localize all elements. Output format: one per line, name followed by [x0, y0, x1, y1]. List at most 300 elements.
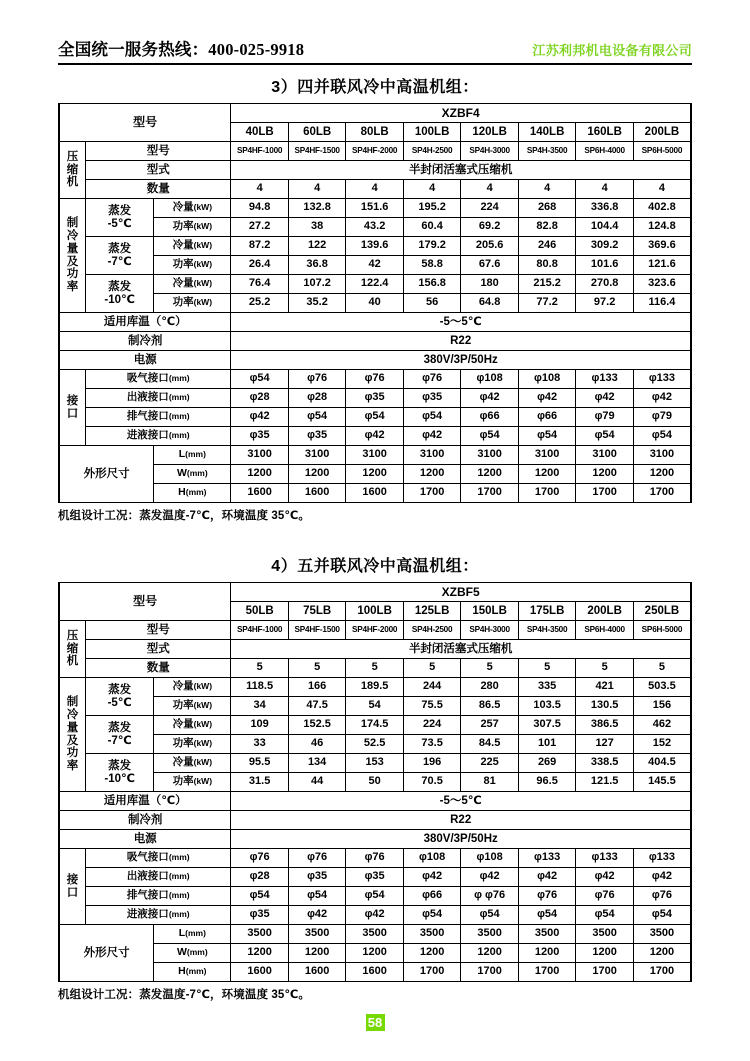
discharge-port-value: φ54 — [346, 408, 404, 427]
power-value: 67.6 — [461, 256, 519, 275]
table-row — [59, 237, 691, 256]
table-row — [59, 313, 691, 332]
discharge-port-label: 排气接口(mm) — [86, 408, 231, 427]
dimension-h-value: 1700 — [576, 484, 634, 503]
series-name: XZBF5 — [231, 583, 691, 602]
suction-port-value: φ133 — [576, 849, 634, 868]
table-row — [59, 887, 691, 906]
power-label: 功率(kW) — [154, 294, 231, 313]
cooling-value: 156.8 — [403, 275, 461, 294]
table-row — [59, 332, 691, 351]
cooling-label: 冷量(kW) — [154, 199, 231, 218]
power-value: 77.2 — [518, 294, 576, 313]
liquid-out-port-value: φ42 — [576, 868, 634, 887]
power-value: 25.2 — [231, 294, 289, 313]
discharge-port-value: φ54 — [346, 887, 404, 906]
dimension-h-value: 1700 — [633, 484, 691, 503]
cooling-value: 257 — [461, 716, 519, 735]
liquid-out-port-value: φ42 — [461, 389, 519, 408]
cooling-value: 95.5 — [231, 754, 289, 773]
page-header — [58, 0, 692, 65]
liquid-in-port-value: φ54 — [518, 906, 576, 925]
cooling-value: 369.6 — [633, 237, 691, 256]
evap-temp-label: 蒸发 -7℃ — [86, 237, 154, 275]
specification-table — [58, 103, 692, 503]
liquid-out-port-value: φ28 — [288, 389, 346, 408]
storage-temp-value: -5～5℃ — [231, 792, 691, 811]
power-value: 121.6 — [633, 256, 691, 275]
table-row — [59, 256, 691, 275]
compressor-model: SP4HF-1500 — [288, 142, 346, 161]
cooling-value: 122.4 — [346, 275, 404, 294]
design-condition-note: 机组设计工况：蒸发温度-7℃，环境温度 35℃。 — [58, 510, 310, 522]
table-row — [59, 944, 691, 963]
cooling-label: 冷量(kW) — [154, 237, 231, 256]
power-value: 58.8 — [403, 256, 461, 275]
liquid-in-port-value: φ54 — [461, 427, 519, 446]
cooling-value: 225 — [461, 754, 519, 773]
table-row — [59, 427, 691, 446]
liquid-in-port-value: φ42 — [403, 427, 461, 446]
dimension-h-value: 1600 — [231, 963, 289, 982]
power-value: 31.5 — [231, 773, 289, 792]
cooling-value: 336.8 — [576, 199, 634, 218]
suction-port-value: φ76 — [403, 370, 461, 389]
cooling-value: 179.2 — [403, 237, 461, 256]
table-row — [59, 408, 691, 427]
power-value: 152 — [633, 735, 691, 754]
dimension-h-value: 1600 — [346, 963, 404, 982]
dimension-w-value: 1200 — [346, 944, 404, 963]
compressor-label: 压 缩 机 — [59, 621, 86, 678]
cooling-value: 94.8 — [231, 199, 289, 218]
discharge-port-value: φ66 — [461, 408, 519, 427]
compressor-qty: 5 — [633, 659, 691, 678]
cooling-value: 307.5 — [518, 716, 576, 735]
compressor-model: SP4H-3500 — [518, 621, 576, 640]
storage-temp-label: 适用库温（℃） — [59, 313, 231, 332]
power-label: 功率(kW) — [154, 218, 231, 237]
dimension-h-value: 1600 — [346, 484, 404, 503]
cooling-value: 174.5 — [346, 716, 404, 735]
dimension-w-label: W(mm) — [154, 465, 231, 484]
refrigerant-value: R22 — [231, 811, 691, 830]
dimension-w-label: W(mm) — [154, 944, 231, 963]
suction-port-value: φ76 — [346, 370, 404, 389]
discharge-port-value: φ76 — [576, 887, 634, 906]
dimension-l-value: 3100 — [231, 446, 289, 465]
refrigerant-label: 制冷剂 — [59, 332, 231, 351]
dimension-w-value: 1200 — [231, 944, 289, 963]
interface-label: 接 口 — [59, 370, 86, 446]
table-row — [59, 104, 691, 123]
discharge-port-value: φ79 — [633, 408, 691, 427]
suction-port-value: φ76 — [346, 849, 404, 868]
compressor-model: SP6H-4000 — [576, 142, 634, 161]
model-variant: 50LB — [231, 602, 289, 621]
dimension-w-value: 1200 — [518, 465, 576, 484]
table-row — [59, 830, 691, 849]
power-value: 130.5 — [576, 697, 634, 716]
cooling-value: 107.2 — [288, 275, 346, 294]
dimension-h-label: H(mm) — [154, 484, 231, 503]
power-value: 124.8 — [633, 218, 691, 237]
liquid-in-port-value: φ35 — [231, 427, 289, 446]
power-supply-value: 380V/3P/50Hz — [231, 830, 691, 849]
suction-port-value: φ108 — [403, 849, 461, 868]
liquid-out-port-value: φ35 — [403, 389, 461, 408]
dimension-w-value: 1200 — [403, 944, 461, 963]
cooling-label: 冷量(kW) — [154, 754, 231, 773]
suction-port-value: φ76 — [231, 849, 289, 868]
discharge-port-value: φ79 — [576, 408, 634, 427]
dimension-h-value: 1600 — [288, 963, 346, 982]
evap-temp-label: 蒸发 -10℃ — [86, 275, 154, 313]
table-row — [59, 583, 691, 602]
power-value: 104.4 — [576, 218, 634, 237]
power-value: 101.6 — [576, 256, 634, 275]
evap-temp-label: 蒸发 -10℃ — [86, 754, 154, 792]
suction-port-value: φ133 — [633, 849, 691, 868]
dimension-l-value: 3100 — [576, 446, 634, 465]
suction-port-label: 吸气接口(mm) — [86, 370, 231, 389]
evap-temp-label: 蒸发 -7℃ — [86, 716, 154, 754]
model-label: 型号 — [59, 104, 231, 142]
liquid-in-port-label: 进液接口(mm) — [86, 906, 231, 925]
power-value: 97.2 — [576, 294, 634, 313]
liquid-in-port-value: φ42 — [288, 906, 346, 925]
table-row — [59, 773, 691, 792]
cooling-value: 153 — [346, 754, 404, 773]
compressor-model: SP4HF-2000 — [346, 621, 404, 640]
power-value: 116.4 — [633, 294, 691, 313]
suction-port-value: φ108 — [518, 370, 576, 389]
cooling-value: 166 — [288, 678, 346, 697]
cooling-value: 323.6 — [633, 275, 691, 294]
dimension-h-value: 1700 — [518, 963, 576, 982]
power-value: 34 — [231, 697, 289, 716]
suction-port-value: φ54 — [231, 370, 289, 389]
power-value: 73.5 — [403, 735, 461, 754]
cooling-value: 87.2 — [231, 237, 289, 256]
table-row — [59, 697, 691, 716]
power-label: 功率(kW) — [154, 697, 231, 716]
section-title: 3）四并联风冷中高温机组： — [271, 79, 479, 96]
compressor-qty: 4 — [518, 180, 576, 199]
liquid-in-port-value: φ54 — [403, 906, 461, 925]
dimension-l-value: 3500 — [346, 925, 404, 944]
liquid-out-port-value: φ42 — [461, 868, 519, 887]
suction-port-value: φ133 — [576, 370, 634, 389]
cooling-value: 196 — [403, 754, 461, 773]
compressor-qty: 4 — [403, 180, 461, 199]
table-row — [59, 484, 691, 503]
cooling-value: 268 — [518, 199, 576, 218]
discharge-port-value: φ42 — [231, 408, 289, 427]
power-supply-label: 电源 — [59, 351, 231, 370]
model-variant: 100LB — [346, 602, 404, 621]
cooling-label: 冷量(kW) — [154, 275, 231, 294]
compressor-qty: 5 — [576, 659, 634, 678]
discharge-port-value: φ54 — [403, 408, 461, 427]
discharge-port-value: φ66 — [403, 887, 461, 906]
compressor-qty: 5 — [518, 659, 576, 678]
dimension-l-value: 3100 — [346, 446, 404, 465]
model-variant: 125LB — [403, 602, 461, 621]
compressor-qty-label: 数量 — [86, 180, 231, 199]
table-row — [59, 142, 691, 161]
model-variant: 175LB — [518, 602, 576, 621]
cooling-value: 338.5 — [576, 754, 634, 773]
compressor-qty: 5 — [231, 659, 289, 678]
power-label: 功率(kW) — [154, 256, 231, 275]
power-value: 84.5 — [461, 735, 519, 754]
compressor-qty: 5 — [403, 659, 461, 678]
dimension-l-value: 3500 — [461, 925, 519, 944]
dimension-h-label: H(mm) — [154, 963, 231, 982]
liquid-in-port-value: φ54 — [518, 427, 576, 446]
table-row — [59, 389, 691, 408]
model-variant: 120LB — [461, 123, 519, 142]
table-row — [59, 716, 691, 735]
cooling-value: 195.2 — [403, 199, 461, 218]
dimension-h-value: 1700 — [518, 484, 576, 503]
dimension-l-value: 3100 — [518, 446, 576, 465]
dimension-h-value: 1600 — [231, 484, 289, 503]
dimension-l-value: 3500 — [403, 925, 461, 944]
discharge-port-value: φ76 — [633, 887, 691, 906]
cooling-value: 151.6 — [346, 199, 404, 218]
model-variant: 100LB — [403, 123, 461, 142]
compressor-type-value: 半封闭活塞式压缩机 — [231, 161, 691, 180]
compressor-qty: 5 — [346, 659, 404, 678]
compressor-qty: 5 — [461, 659, 519, 678]
liquid-out-port-value: φ35 — [288, 868, 346, 887]
table-row — [59, 275, 691, 294]
liquid-out-port-value: φ42 — [633, 389, 691, 408]
power-supply-label: 电源 — [59, 830, 231, 849]
liquid-out-port-value: φ42 — [518, 868, 576, 887]
power-value: 44 — [288, 773, 346, 792]
cooling-value: 269 — [518, 754, 576, 773]
dimension-l-value: 3100 — [461, 446, 519, 465]
dimension-l-value: 3100 — [633, 446, 691, 465]
compressor-model: SP4H-3000 — [461, 621, 519, 640]
power-value: 82.8 — [518, 218, 576, 237]
compressor-model: SP4H-2500 — [403, 142, 461, 161]
dimensions-label: 外形尺寸 — [59, 446, 154, 503]
dimension-w-value: 1200 — [231, 465, 289, 484]
table-row — [59, 735, 691, 754]
compressor-type-value: 半封闭活塞式压缩机 — [231, 640, 691, 659]
cooling-value: 134 — [288, 754, 346, 773]
table-row — [59, 446, 691, 465]
compressor-label: 压 缩 机 — [59, 142, 86, 199]
compressor-qty-label: 数量 — [86, 659, 231, 678]
model-variant: 200LB — [576, 602, 634, 621]
compressor-qty: 4 — [633, 180, 691, 199]
dimension-l-label: L(mm) — [154, 925, 231, 944]
power-value: 101 — [518, 735, 576, 754]
liquid-out-port-value: φ42 — [576, 389, 634, 408]
liquid-out-port-value: φ42 — [403, 868, 461, 887]
power-value: 54 — [346, 697, 404, 716]
dimension-l-value: 3500 — [231, 925, 289, 944]
power-value: 81 — [461, 773, 519, 792]
suction-port-value: φ76 — [288, 370, 346, 389]
power-value: 96.5 — [518, 773, 576, 792]
evap-temp-label: 蒸发 -5℃ — [86, 678, 154, 716]
compressor-model-label: 型号 — [86, 621, 231, 640]
compressor-type-label: 型式 — [86, 161, 231, 180]
suction-port-value: φ108 — [461, 849, 519, 868]
capacity-power-label: 制 冷 量 及 功 率 — [59, 678, 86, 792]
table-row — [59, 906, 691, 925]
model-variant: 160LB — [576, 123, 634, 142]
storage-temp-label: 适用库温（℃） — [59, 792, 231, 811]
liquid-out-port-value: φ28 — [231, 868, 289, 887]
power-value: 36.8 — [288, 256, 346, 275]
dimensions-label: 外形尺寸 — [59, 925, 154, 982]
table-row — [59, 849, 691, 868]
cooling-value: 224 — [403, 716, 461, 735]
sections-container — [58, 74, 692, 1002]
power-value: 46 — [288, 735, 346, 754]
suction-port-label: 吸气接口(mm) — [86, 849, 231, 868]
liquid-in-port-value: φ54 — [576, 906, 634, 925]
cooling-value: 309.2 — [576, 237, 634, 256]
refrigerant-value: R22 — [231, 332, 691, 351]
liquid-in-port-value: φ42 — [346, 427, 404, 446]
series-name: XZBF4 — [231, 104, 691, 123]
cooling-value: 270.8 — [576, 275, 634, 294]
compressor-model: SP6H-5000 — [633, 621, 691, 640]
table-row — [59, 199, 691, 218]
compressor-model: SP6H-4000 — [576, 621, 634, 640]
power-value: 70.5 — [403, 773, 461, 792]
refrigerant-label: 制冷剂 — [59, 811, 231, 830]
compressor-type-label: 型式 — [86, 640, 231, 659]
table-row — [59, 218, 691, 237]
table-row — [59, 792, 691, 811]
model-variant: 250LB — [633, 602, 691, 621]
dimension-w-value: 1200 — [288, 944, 346, 963]
compressor-qty: 5 — [288, 659, 346, 678]
model-variant: 150LB — [461, 602, 519, 621]
dimension-w-value: 1200 — [576, 465, 634, 484]
cooling-value: 152.5 — [288, 716, 346, 735]
model-variant: 140LB — [518, 123, 576, 142]
table-row — [59, 370, 691, 389]
section-title: 4）五并联风冷中高温机组： — [271, 558, 479, 575]
power-value: 64.8 — [461, 294, 519, 313]
compressor-model: SP4HF-2000 — [346, 142, 404, 161]
compressor-model: SP4HF-1500 — [288, 621, 346, 640]
power-value: 47.5 — [288, 697, 346, 716]
compressor-model: SP4H-3000 — [461, 142, 519, 161]
discharge-port-value: φ54 — [288, 887, 346, 906]
power-supply-value: 380V/3P/50Hz — [231, 351, 691, 370]
cooling-label: 冷量(kW) — [154, 716, 231, 735]
dimension-w-value: 1200 — [461, 944, 519, 963]
spec-section — [58, 553, 692, 1002]
power-value: 38 — [288, 218, 346, 237]
compressor-qty: 4 — [461, 180, 519, 199]
cooling-label: 冷量(kW) — [154, 678, 231, 697]
dimension-l-value: 3500 — [288, 925, 346, 944]
compressor-model: SP4HF-1000 — [231, 621, 289, 640]
liquid-out-port-value: φ28 — [231, 389, 289, 408]
dimension-w-value: 1200 — [518, 944, 576, 963]
model-variant: 75LB — [288, 602, 346, 621]
power-value: 86.5 — [461, 697, 519, 716]
power-value: 42 — [346, 256, 404, 275]
discharge-port-value: φ66 — [518, 408, 576, 427]
cooling-value: 421 — [576, 678, 634, 697]
table-row — [59, 868, 691, 887]
dimension-h-value: 1700 — [461, 963, 519, 982]
compressor-model: SP4HF-1000 — [231, 142, 289, 161]
interface-label: 接 口 — [59, 849, 86, 925]
power-value: 80.8 — [518, 256, 576, 275]
liquid-in-port-value: φ54 — [576, 427, 634, 446]
power-value: 69.2 — [461, 218, 519, 237]
power-label: 功率(kW) — [154, 735, 231, 754]
cooling-value: 503.5 — [633, 678, 691, 697]
suction-port-value: φ133 — [633, 370, 691, 389]
table-row — [59, 465, 691, 484]
liquid-out-port-value: φ35 — [346, 868, 404, 887]
page-number: 58 — [366, 1014, 385, 1031]
table-row — [59, 180, 691, 199]
liquid-in-port-value: φ54 — [633, 906, 691, 925]
model-variant: 60LB — [288, 123, 346, 142]
evap-temp-label: 蒸发 -5℃ — [86, 199, 154, 237]
liquid-in-port-value: φ54 — [461, 906, 519, 925]
dimension-w-value: 1200 — [461, 465, 519, 484]
compressor-qty: 4 — [346, 180, 404, 199]
dimension-h-value: 1600 — [288, 484, 346, 503]
power-value: 52.5 — [346, 735, 404, 754]
cooling-value: 205.6 — [461, 237, 519, 256]
spec-section — [58, 74, 692, 523]
cooling-value: 118.5 — [231, 678, 289, 697]
power-value: 127 — [576, 735, 634, 754]
dimension-l-value: 3100 — [403, 446, 461, 465]
cooling-value: 139.6 — [346, 237, 404, 256]
discharge-port-value: φ54 — [231, 887, 289, 906]
table-row — [59, 754, 691, 773]
power-value: 50 — [346, 773, 404, 792]
capacity-power-label: 制 冷 量 及 功 率 — [59, 199, 86, 313]
company-name: 江苏利邦机电设备有限公司 — [532, 43, 692, 58]
liquid-in-port-value: φ35 — [231, 906, 289, 925]
cooling-value: 132.8 — [288, 199, 346, 218]
dimension-l-value: 3500 — [633, 925, 691, 944]
compressor-qty: 4 — [576, 180, 634, 199]
power-value: 145.5 — [633, 773, 691, 792]
compressor-model-label: 型号 — [86, 142, 231, 161]
table-row — [59, 640, 691, 659]
liquid-out-port-label: 出液接口(mm) — [86, 868, 231, 887]
table-row — [59, 811, 691, 830]
cooling-value: 280 — [461, 678, 519, 697]
compressor-model: SP4H-2500 — [403, 621, 461, 640]
specification-table — [58, 582, 692, 982]
model-variant: 80LB — [346, 123, 404, 142]
page-number-badge — [0, 1014, 750, 1032]
model-variant: 200LB — [633, 123, 691, 142]
